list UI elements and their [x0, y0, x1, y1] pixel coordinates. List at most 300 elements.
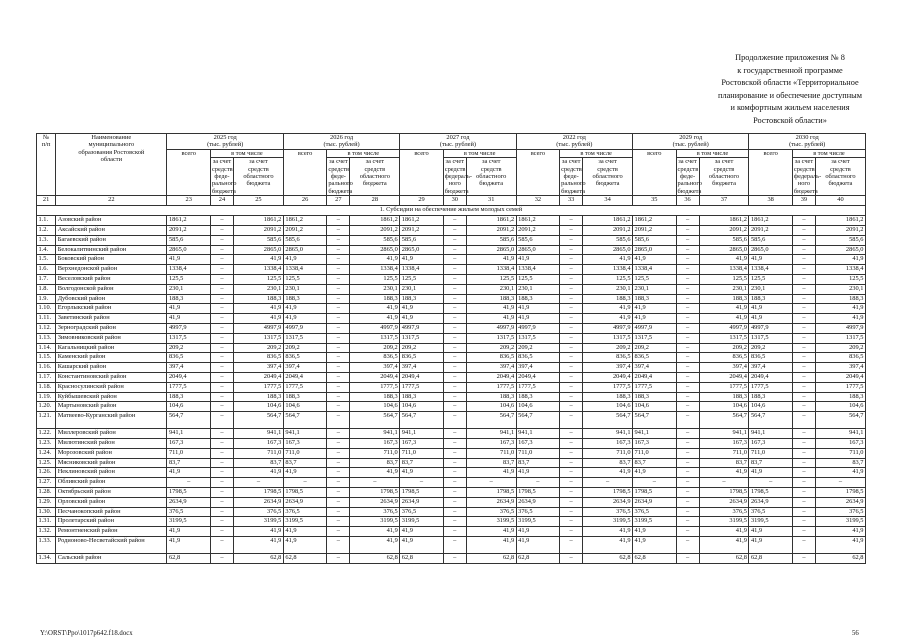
cell-federal: – [327, 468, 350, 478]
cell-regional: 1338,4 [350, 265, 400, 275]
cell-federal: – [210, 235, 233, 245]
cell-federal: – [210, 507, 233, 517]
cell-total: 230,1 [633, 284, 676, 294]
cell-federal: – [676, 517, 699, 527]
cell-total: 41,9 [516, 255, 559, 265]
cell-regional: 397,4 [815, 363, 865, 373]
row-number: 1.3. [37, 235, 56, 245]
row-number: 1.20. [37, 402, 56, 412]
cell-federal: – [792, 458, 815, 468]
cell-federal: – [676, 468, 699, 478]
cell-federal: – [443, 429, 466, 439]
cell-federal: – [560, 458, 583, 468]
cell-total: 585,6 [167, 235, 210, 245]
cell-federal: – [560, 314, 583, 324]
row-number: 1.17. [37, 373, 56, 383]
cell-total: 41,9 [400, 468, 443, 478]
column-number: 27 [327, 196, 350, 206]
cell-regional: 1861,2 [233, 216, 283, 226]
cell-regional: 3199,5 [583, 517, 633, 527]
cell-regional: 167,3 [583, 438, 633, 448]
cell-total: 1338,4 [283, 265, 326, 275]
col-header-year: 2027 год (тыс. рублей) [400, 134, 516, 150]
row-number: 1.33. [37, 536, 56, 553]
cell-total: 209,2 [633, 343, 676, 353]
cell-federal: – [327, 438, 350, 448]
cell-federal: – [210, 458, 233, 468]
cell-total: 41,9 [633, 304, 676, 314]
table-row [37, 343, 866, 353]
district-name: Зерноградский район [56, 324, 167, 334]
cell-total: 1861,2 [633, 216, 676, 226]
row-number: 1.1. [37, 216, 56, 226]
cell-regional: 585,6 [466, 235, 516, 245]
column-number: 24 [210, 196, 233, 206]
cell-federal: – [210, 275, 233, 285]
cell-regional: 2634,9 [815, 497, 865, 507]
subsidy-table [36, 133, 866, 564]
cell-federal: – [676, 458, 699, 468]
cell-regional: 1317,5 [699, 333, 749, 343]
col-header-total: всего [283, 149, 326, 195]
cell-total: 41,9 [516, 304, 559, 314]
cell-regional: 1798,5 [699, 487, 749, 497]
cell-federal: – [210, 363, 233, 373]
cell-regional: 1798,5 [583, 487, 633, 497]
cell-regional: 41,9 [699, 304, 749, 314]
cell-regional: 41,9 [815, 527, 865, 537]
cell-federal: – [560, 294, 583, 304]
cell-total: 125,5 [749, 275, 792, 285]
cell-regional: 230,1 [815, 284, 865, 294]
col-header-regional: за счет средств областного бюджета [466, 158, 516, 196]
cell-regional: 376,5 [583, 507, 633, 517]
cell-federal: – [210, 517, 233, 527]
row-number: 1.25. [37, 458, 56, 468]
cell-regional: 376,5 [350, 507, 400, 517]
column-number: 26 [283, 196, 326, 206]
cell-federal: – [676, 382, 699, 392]
cell-federal: – [327, 507, 350, 517]
col-header-federal: за счет средств феде- рального бюджета [561, 158, 586, 195]
table-row [37, 382, 866, 392]
cell-federal: – [327, 412, 350, 429]
cell-federal: – [443, 245, 466, 255]
cell-federal: – [210, 382, 233, 392]
col-header-year: 2030 год (тыс. рублей) [749, 134, 866, 150]
cell-total: 836,5 [749, 353, 792, 363]
cell-federal: – [210, 497, 233, 507]
cell-regional: – [233, 478, 283, 488]
cell-regional: 230,1 [466, 284, 516, 294]
cell-federal: – [443, 497, 466, 507]
cell-regional: 188,3 [583, 392, 633, 402]
cell-federal: – [676, 507, 699, 517]
cell-federal: – [443, 216, 466, 226]
cell-total: 585,6 [283, 235, 326, 245]
cell-total: 1861,2 [283, 216, 326, 226]
cell-federal: – [792, 448, 815, 458]
cell-regional: 1798,5 [815, 487, 865, 497]
cell-federal: – [560, 429, 583, 439]
cell-federal: – [210, 402, 233, 412]
cell-total: 209,2 [516, 343, 559, 353]
cell-regional: 711,0 [699, 448, 749, 458]
cell-total: 564,7 [516, 412, 559, 429]
cell-regional: 41,9 [466, 255, 516, 265]
cell-federal: – [210, 284, 233, 294]
cell-regional: 564,7 [583, 412, 633, 429]
row-number: 1.31. [37, 517, 56, 527]
cell-total: 941,1 [400, 429, 443, 439]
cell-federal: – [792, 284, 815, 294]
cell-regional: 1777,5 [699, 382, 749, 392]
cell-federal: – [327, 226, 350, 236]
cell-regional: 2634,9 [233, 497, 283, 507]
col-header-year: 2022 год (тыс. рублей) [516, 134, 632, 150]
cell-regional: 188,3 [233, 294, 283, 304]
cell-regional: – [350, 478, 400, 488]
cell-regional: 41,9 [699, 527, 749, 537]
row-number: 1.18. [37, 382, 56, 392]
cell-total: 188,3 [400, 294, 443, 304]
cell-federal: – [210, 412, 233, 429]
table-row [37, 216, 866, 226]
cell-federal: – [792, 343, 815, 353]
cell-total: 2865,0 [633, 245, 676, 255]
district-name: Кагальницкий район [56, 343, 167, 353]
cell-total: 41,9 [400, 255, 443, 265]
cell-regional: 209,2 [583, 343, 633, 353]
cell-total: 188,3 [633, 392, 676, 402]
cell-regional: 4997,9 [583, 324, 633, 334]
cell-regional: 1317,5 [815, 333, 865, 343]
cell-federal: – [327, 343, 350, 353]
cell-total: 230,1 [283, 284, 326, 294]
cell-federal: – [792, 314, 815, 324]
cell-total: 167,3 [167, 438, 210, 448]
cell-regional: 41,9 [466, 527, 516, 537]
column-number: 37 [699, 196, 749, 206]
column-number: 23 [167, 196, 210, 206]
cell-regional: – [583, 478, 633, 488]
cell-total: 2865,0 [283, 245, 326, 255]
cell-federal: – [676, 275, 699, 285]
col-header-including: в том числе [560, 149, 633, 157]
cell-regional: 711,0 [583, 448, 633, 458]
cell-regional: 83,7 [815, 458, 865, 468]
cell-total: 941,1 [283, 429, 326, 439]
cell-regional: 2091,2 [350, 226, 400, 236]
col-header-federal: за счет средств федераль- ного бюджета [444, 158, 473, 195]
district-name: Заветинский район [56, 314, 167, 324]
cell-regional: 188,3 [815, 294, 865, 304]
col-header-including: в том числе [327, 149, 400, 157]
cell-total: 941,1 [633, 429, 676, 439]
cell-federal: – [210, 392, 233, 402]
cell-regional: 41,9 [350, 314, 400, 324]
table-row [37, 429, 866, 439]
cell-federal: – [676, 245, 699, 255]
cell-federal: – [210, 304, 233, 314]
col-header-total: всего [400, 149, 443, 195]
cell-total: 1777,5 [283, 382, 326, 392]
cell-total: 711,0 [283, 448, 326, 458]
cell-federal: – [792, 275, 815, 285]
cell-regional: 564,7 [233, 412, 283, 429]
cell-federal: – [443, 373, 466, 383]
cell-regional: 376,5 [699, 507, 749, 517]
cell-federal: – [210, 478, 233, 488]
cell-total: 2091,2 [167, 226, 210, 236]
cell-regional: 41,9 [233, 536, 283, 553]
cell-regional: 585,6 [815, 235, 865, 245]
cell-federal: – [210, 553, 233, 563]
cell-regional: 376,5 [233, 507, 283, 517]
cell-regional: 125,5 [466, 275, 516, 285]
cell-regional: 188,3 [815, 392, 865, 402]
cell-federal: – [327, 487, 350, 497]
cell-regional: 62,8 [699, 553, 749, 563]
cell-regional: 41,9 [233, 314, 283, 324]
cell-total: 397,4 [283, 363, 326, 373]
cell-regional: 397,4 [583, 363, 633, 373]
cell-total: 2634,9 [400, 497, 443, 507]
table-row [37, 235, 866, 245]
cell-total: 2049,4 [633, 373, 676, 383]
cell-regional: 167,3 [233, 438, 283, 448]
table-row [37, 265, 866, 275]
cell-regional: 83,7 [350, 458, 400, 468]
cell-regional: 230,1 [350, 284, 400, 294]
col-header-including: в том числе [792, 149, 865, 157]
cell-federal: – [676, 255, 699, 265]
cell-regional: 1777,5 [815, 382, 865, 392]
table-row [37, 536, 866, 553]
district-name: Багаевский район [56, 235, 167, 245]
cell-federal: – [792, 235, 815, 245]
cell-regional: 167,3 [699, 438, 749, 448]
cell-regional: 836,5 [583, 353, 633, 363]
cell-total: 62,8 [749, 553, 792, 563]
cell-federal: – [443, 412, 466, 429]
file-path: Y:\ORST\Ppo\1017p642.f18.docx [40, 630, 133, 637]
district-name: Константиновский район [56, 373, 167, 383]
cell-total: 41,9 [516, 536, 559, 553]
cell-federal: – [443, 402, 466, 412]
cell-total: 41,9 [516, 527, 559, 537]
cell-federal: – [792, 507, 815, 517]
cell-federal: – [560, 438, 583, 448]
cell-regional: 836,5 [699, 353, 749, 363]
cell-regional: 941,1 [583, 429, 633, 439]
cell-regional: 41,9 [583, 468, 633, 478]
cell-total: 397,4 [400, 363, 443, 373]
cell-total: 104,6 [283, 402, 326, 412]
cell-regional: 41,9 [815, 314, 865, 324]
cell-federal: – [560, 304, 583, 314]
cell-regional: 41,9 [583, 255, 633, 265]
cell-total: 711,0 [516, 448, 559, 458]
cell-total: 2865,0 [167, 245, 210, 255]
col-header-including: в том числе [210, 149, 283, 157]
cell-total: 62,8 [633, 553, 676, 563]
district-name: Песчанокопский район [56, 507, 167, 517]
cell-federal: – [676, 235, 699, 245]
cell-total: 62,8 [283, 553, 326, 563]
cell-total: 397,4 [167, 363, 210, 373]
col-header-federal: за счет средств феде- рального бюджета [677, 158, 702, 195]
district-name: Красносулинский район [56, 382, 167, 392]
cell-total: 41,9 [749, 468, 792, 478]
cell-federal: – [792, 324, 815, 334]
cell-regional: 41,9 [815, 255, 865, 265]
cell-regional: 83,7 [466, 458, 516, 468]
cell-regional: 104,6 [583, 402, 633, 412]
cell-federal: – [443, 527, 466, 537]
cell-federal: – [792, 392, 815, 402]
cell-federal: – [210, 245, 233, 255]
row-number: 1.10. [37, 304, 56, 314]
cell-total: 188,3 [749, 294, 792, 304]
row-number: 1.9. [37, 294, 56, 304]
cell-total: 2634,9 [633, 497, 676, 507]
column-number: 25 [233, 196, 283, 206]
cell-regional: 209,2 [350, 343, 400, 353]
cell-total: 3199,5 [283, 517, 326, 527]
cell-federal: – [676, 226, 699, 236]
cell-regional: 41,9 [583, 536, 633, 553]
cell-total: 941,1 [167, 429, 210, 439]
cell-regional: 1861,2 [466, 216, 516, 226]
cell-regional: 209,2 [815, 343, 865, 353]
row-number: 1.16. [37, 363, 56, 373]
cell-regional: 104,6 [466, 402, 516, 412]
cell-total: 585,6 [400, 235, 443, 245]
table-row [37, 402, 866, 412]
cell-total: 4997,9 [283, 324, 326, 334]
cell-total: 41,9 [167, 468, 210, 478]
cell-federal: – [560, 487, 583, 497]
district-name: Боковский район [56, 255, 167, 265]
cell-total: 188,3 [749, 392, 792, 402]
table-row [37, 245, 866, 255]
col-header-name: Наименование муниципального образования Ростовской области [56, 134, 167, 196]
row-number: 1.32. [37, 527, 56, 537]
cell-total: 2049,4 [400, 373, 443, 383]
cell-regional: 2049,4 [350, 373, 400, 383]
cell-federal: – [792, 333, 815, 343]
col-header-regional: за счет средств областного бюджета [815, 158, 865, 196]
cell-regional: 41,9 [699, 255, 749, 265]
row-number: 1.7. [37, 275, 56, 285]
cell-total: – [633, 478, 676, 488]
cell-total: 564,7 [749, 412, 792, 429]
cell-regional: 41,9 [350, 304, 400, 314]
cell-regional: 125,5 [815, 275, 865, 285]
cell-regional: 125,5 [350, 275, 400, 285]
row-number: 1.5. [37, 255, 56, 265]
cell-federal: – [327, 392, 350, 402]
cell-total: 1798,5 [749, 487, 792, 497]
cell-regional: – [699, 478, 749, 488]
cell-total: 564,7 [167, 412, 210, 429]
cell-regional: 941,1 [233, 429, 283, 439]
col-header-federal: за счет средств федераль- ного бюджета [793, 158, 822, 195]
cell-total: 41,9 [283, 468, 326, 478]
col-header-total: всего [633, 149, 676, 195]
cell-total: 167,3 [400, 438, 443, 448]
cell-total: – [400, 478, 443, 488]
district-name: Родионово-Несветайский район [56, 536, 167, 553]
cell-federal: – [676, 438, 699, 448]
cell-total: 2634,9 [516, 497, 559, 507]
cell-total: 230,1 [400, 284, 443, 294]
cell-federal: – [327, 536, 350, 553]
cell-total: 188,3 [283, 392, 326, 402]
cell-total: 41,9 [283, 314, 326, 324]
cell-total: 41,9 [633, 468, 676, 478]
cell-total: 41,9 [400, 314, 443, 324]
table-row [37, 294, 866, 304]
cell-regional: 41,9 [815, 304, 865, 314]
cell-regional: 2865,0 [699, 245, 749, 255]
cell-federal: – [560, 497, 583, 507]
cell-total: 104,6 [633, 402, 676, 412]
cell-regional: 167,3 [350, 438, 400, 448]
cell-federal: – [210, 324, 233, 334]
col-header-including: в том числе [443, 149, 516, 157]
cell-total: 62,8 [400, 553, 443, 563]
cell-regional: 564,7 [699, 412, 749, 429]
row-number: 1.27. [37, 478, 56, 488]
row-number: 1.24. [37, 448, 56, 458]
cell-federal: – [210, 487, 233, 497]
row-number: 1.4. [37, 245, 56, 255]
cell-total: 836,5 [516, 353, 559, 363]
cell-total: 104,6 [749, 402, 792, 412]
cell-regional: 711,0 [233, 448, 283, 458]
cell-total: 564,7 [400, 412, 443, 429]
cell-regional: 2049,4 [466, 373, 516, 383]
cell-federal: – [560, 373, 583, 383]
col-header-including: в том числе [676, 149, 749, 157]
cell-total: 188,3 [516, 294, 559, 304]
col-header-federal: за счет средств феде- рального бюджета [211, 158, 237, 195]
cell-regional: 941,1 [350, 429, 400, 439]
cell-regional: 3199,5 [699, 517, 749, 527]
cell-regional: 2865,0 [583, 245, 633, 255]
table-row [37, 324, 866, 334]
cell-regional: 836,5 [350, 353, 400, 363]
cell-federal: – [327, 235, 350, 245]
cell-regional: 41,9 [350, 468, 400, 478]
cell-total: 1338,4 [400, 265, 443, 275]
cell-total: 1861,2 [400, 216, 443, 226]
cell-regional: 125,5 [233, 275, 283, 285]
cell-total: 4997,9 [633, 324, 676, 334]
cell-regional: 209,2 [233, 343, 283, 353]
cell-federal: – [210, 448, 233, 458]
cell-federal: – [210, 226, 233, 236]
district-name: Мартыновский район [56, 402, 167, 412]
cell-federal: – [327, 294, 350, 304]
cell-regional: 397,4 [350, 363, 400, 373]
cell-regional: 3199,5 [350, 517, 400, 527]
cell-regional: 125,5 [583, 275, 633, 285]
cell-federal: – [792, 553, 815, 563]
cell-federal: – [792, 429, 815, 439]
